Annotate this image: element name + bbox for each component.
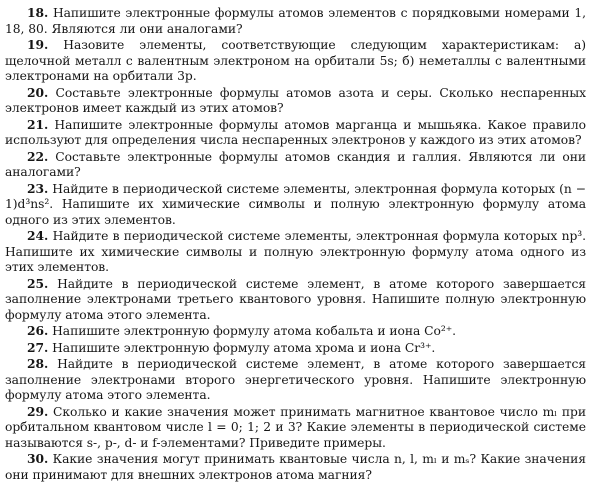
problem-text: Какие значения могут принимать квантовые числа n, l, mₗ и mₛ? Какие значения они принимают для внешних электронов атома магния? bbox=[5, 452, 586, 482]
problem-28 bbox=[5, 356, 586, 404]
problem-text: Составьте электронные формулы атомов азота и серы. Сколько неспаренных электронов имеет каждый из этих атомов? bbox=[5, 85, 586, 115]
problem-30 bbox=[5, 451, 586, 483]
problem-29 bbox=[5, 404, 586, 452]
problem-number: 27. bbox=[27, 339, 49, 355]
problem-text: Найдите в периодической системе элемент, в атоме которого завершается заполнение электронами второго энергетического уровня. Напишите электронную формулу атома этого элемента. bbox=[5, 357, 586, 402]
problem-text: Найдите в периодической системе элементы, электронная формула которых np³. Напишите их химические символы и полную электронную формулу атома одного из этих элементов. bbox=[5, 229, 587, 274]
problem-number: 22. bbox=[27, 148, 49, 164]
problem-text: Назовите элементы, соответствующие следующим характеристикам: а) щелочной металл с валентным электроном на орбитали 5s; б) неметаллы с валентными электронами на орбитали 3p. bbox=[5, 38, 587, 83]
problem-text: Напишите электронную формулу атома кобальта и иона Co²⁺. bbox=[52, 324, 457, 338]
problem-number: 28. bbox=[27, 356, 49, 371]
problem-23 bbox=[5, 181, 586, 229]
problem-22 bbox=[5, 149, 586, 181]
problem-number: 30. bbox=[27, 451, 49, 466]
problem-25 bbox=[5, 276, 586, 324]
problem-number: 20. bbox=[27, 84, 49, 100]
problem-number: 24. bbox=[27, 228, 49, 243]
problem-21 bbox=[5, 117, 586, 149]
problem-number: 23. bbox=[27, 180, 49, 196]
problem-text: Составьте электронные формулы атомов скандия и галлия. Являются ли они аналогами? bbox=[5, 149, 586, 179]
problem-18 bbox=[5, 5, 586, 37]
problem-text: Сколько и какие значения может принимать магнитное квантовое число mₗ при орбитальном квантовом числе l = 0; 1; 2 и 3? Какие элементы в периодической системе называются s-, p-, d- и f-элементами? Приведите примеры. bbox=[5, 404, 587, 450]
problem-number: 19. bbox=[27, 37, 49, 52]
problem-number: 25. bbox=[27, 275, 49, 291]
problem-number: 29. bbox=[27, 403, 49, 419]
problem-26 bbox=[5, 323, 586, 340]
problem-text: Напишите электронную формулу атома хрома и иона Cr³⁺. bbox=[52, 340, 436, 355]
problem-19 bbox=[5, 37, 586, 85]
problem-text: Найдите в периодической системе элемент, в атоме которого завершается заполнение электронами третьего квантового уровня. Напишите полную электронную формулу атома этого элемента. bbox=[5, 276, 586, 322]
problem-number: 21. bbox=[27, 116, 49, 132]
problem-number: 18. bbox=[27, 5, 49, 20]
problem-number: 26. bbox=[27, 323, 49, 338]
problem-text: Найдите в периодической системе элементы, электронная формула которых (n − 1)d³ns². Напишите их химические символы и полную электронную формулу атома одного из этих элементов. bbox=[5, 181, 586, 227]
problem-20 bbox=[5, 85, 586, 117]
problem-text: Напишите электронные формулы атомов элементов с порядковыми номерами 1, 18, 80. Являются ли они аналогами? bbox=[5, 6, 587, 36]
problem-24 bbox=[5, 228, 586, 276]
problem-text: Напишите электронные формулы атомов марганца и мышьяка. Какое правило используют для определения числа неспаренных электронов у каждого из этих атомов? bbox=[5, 117, 587, 147]
problem-27 bbox=[5, 340, 586, 357]
